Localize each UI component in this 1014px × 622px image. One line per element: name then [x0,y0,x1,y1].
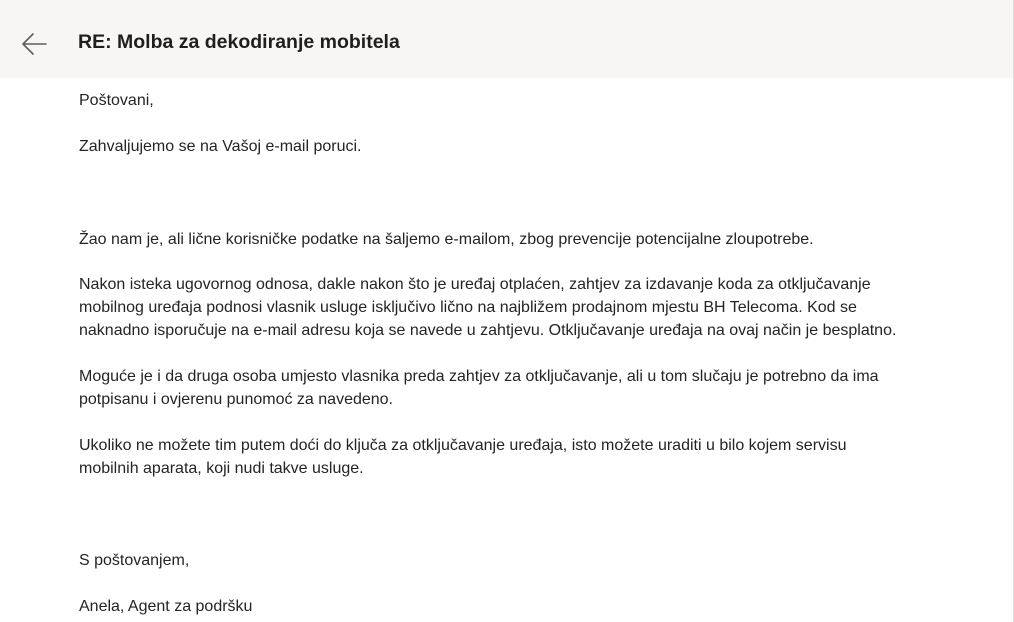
message-subject: RE: Molba za dekodiranje mobitela [78,31,400,53]
unlock-paragraph-line: mobilnog uređaja podnosi vlasnik usluge isključivo lično na najbližem prodajnom mjestu BH Telecoma. Kod se [79,299,857,316]
proxy-paragraph-line: Moguće je i da druga osoba umjesto vlasnika preda zahtjev za otključavanje, ali u tom slučaju je potrebno da ima [79,368,879,385]
proxy-paragraph-line: potpisanu i ovjerenu punomoć za navedeno. [79,391,393,408]
service-paragraph-line: mobilnih aparata, koji nudi takve usluge. [79,460,364,477]
signature-text: Anela, Agent za podršku [79,598,253,615]
arrow-left-icon [20,30,48,58]
unlock-paragraph-line: Nakon isteka ugovornog odnosa, dakle nakon što je uređaj otplaćen, zahtjev za izdavanje koda za otključavanje [79,276,871,293]
unlock-paragraph-line: naknadno isporučuje na e-mail adresu koja se navede u zahtjevu. Otključavanje uređaja na ovaj način je besplatno. [79,322,897,339]
back-button[interactable] [16,26,52,62]
service-paragraph-line: Ukoliko ne možete tim putem doći do ključa za otključavanje uređaja, isto možete uraditi u bilo kojem servisu [79,437,847,454]
thanks-text: Zahvaljujemo se na Vašoj e-mail poruci. [79,138,362,155]
privacy-paragraph: Žao nam je, ali lične korisničke podatke na šaljemo e-mailom, zbog prevencije potencijalne zloupotrebe. [79,231,814,248]
message-header [0,0,1014,78]
greeting-text: Poštovani, [79,92,154,109]
closing-text: S poštovanjem, [79,552,190,569]
message-body [0,78,1014,622]
